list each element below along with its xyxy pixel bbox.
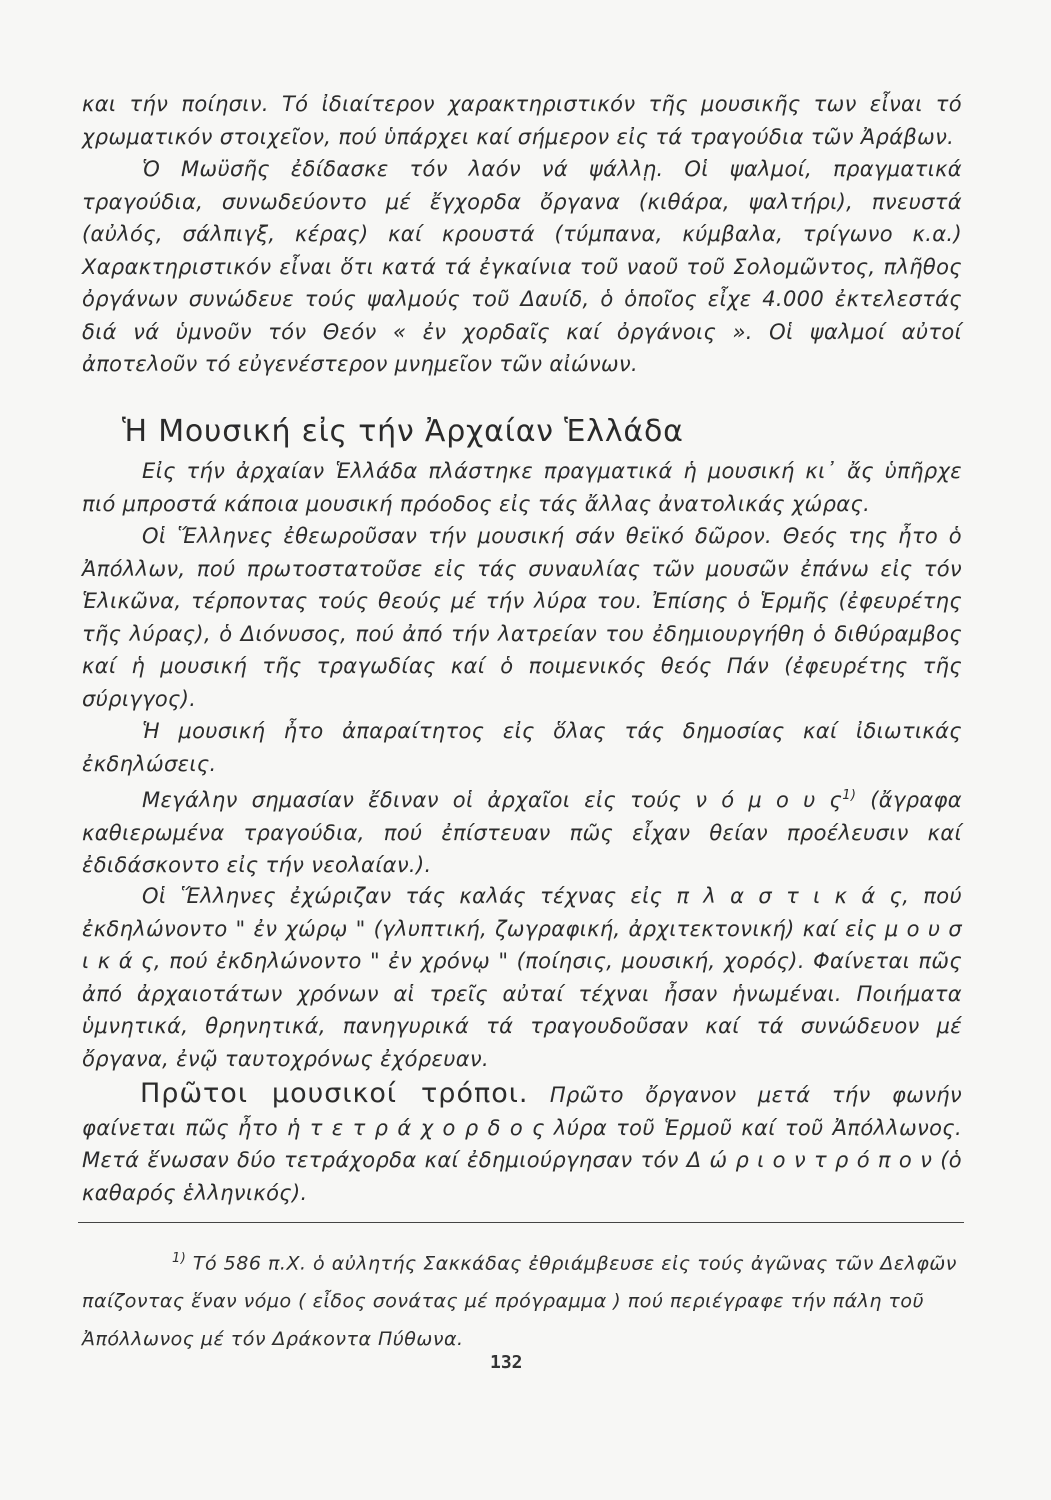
footnote-ref: 1): [842, 788, 857, 803]
inline-heading: Πρῶτοι μουσικοί τρόποι.: [140, 1078, 529, 1109]
paragraph-chromatic: και τήν ποίησιν. Τό ἰδιαίτερον χαρακτηριστικόν τῆς μουσικῆς των εἶναι τό χρωματικόν στοιχεῖον, πού ὑπάρχει καί σήμερον εἰς τά τραγούδια τῶν Ἀράβων.: [82, 92, 962, 149]
footnote-marker: 1): [172, 1251, 187, 1266]
paragraph-first-modes: [82, 1078, 962, 1209]
paragraph-fine-arts: Οἱ Ἕλληνες ἐχώριζαν τάς καλάς τέχνας εἰς π λ α σ τ ι κ ά ς, πού ἐκδηλώνοντο " ἐν χώρῳ " (γλυπτική, ζωγραφική, ἀρχιτεκτονική) καί εἰς μ ο υ σ ι κ ά ς, πού ἐκδηλώνοντο " ἐν χρόνῳ " (ποίησις, μουσική, χορός). Φαίνεται πῶς ἀπό ἀρχαιοτάτων χρόνων αἱ τρεῖς αὐταί τέχναι ἦσαν ἡνωμέναι. Ποιήματα ὑμνητικά, θρηνητικά, πανηγυρικά τά τραγουδοῦσαν καί τά συνώδευον μέ ὄργανα, ἐνῷ ταυτοχρόνως ἐχόρευαν.: [82, 884, 962, 1071]
paragraph-public-events: Ἡ μουσική ἦτο ἀπαραίτητος εἰς ὅλας τάς δημοσίας καί ἰδιωτικάς ἐκδηλώσεις.: [82, 719, 962, 776]
footnote-divider: [78, 1222, 964, 1223]
paragraph-nomoi: [82, 780, 962, 882]
first-modes-text: Πρῶτο ὄργανον μετά τήν φωνήν φαίνεται πῶς ἦτο ἡ τ ε τ ρ ά χ ο ρ δ ο ς λύρα τοῦ Ἑρμοῦ καί τοῦ Ἀπόλλωνος. Μετά ἕνωσαν δύο τετράχορδα καί ἐδημιούργησαν τόν Δ ώ ρ ι ο ν τ ρ ό π ο ν (ὁ καθαρός ἑλληνικός).: [82, 1083, 963, 1205]
paragraph-greek-gods: Οἱ Ἕλληνες ἐθεωροῦσαν τήν μουσική σάν θεϊκό δῶρον. Θεός της ἦτο ὁ Ἀπόλλων, πού πρωτοστατοῦσε εἰς τάς συναυλίας τῶν μουσῶν ἐπάνω εἰς τόν Ἑλικῶνα, τέρποντας τούς θεούς μέ τήν λύρα του. Ἐπίσης ὁ Ἑρμῆς (ἐφευρέτης τῆς λύρας), ὁ Διόνυσος, πού ἀπό τήν λατρείαν του ἐδημιουργήθη ὁ διθύραμβος καί ἡ μουσική τῆς τραγωδίας καί ὁ ποιμενικός θεός Πάν (ἐφευρέτης τῆς σύριγγος).: [82, 524, 962, 711]
nomoi-text-continued: (ἄγραφα καθιερωμένα τραγούδια, πού ἐπίστευαν πῶς εἶχαν θείαν προέλευσιν καί ἐδιδάσκοντο εἰς τήν νεολαίαν.).: [82, 788, 963, 877]
footnote: [82, 1240, 962, 1358]
footnote-text: Τό 586 π.Χ. ὁ αὐλητής Σακκάδας ἐθριάμβευσε εἰς τούς ἀγῶνας τῶν Δελφῶν παίζοντας ἕναν νόμο ( εἶδος σονάτας μέ πρόγραμμα ) πού περιέγραφε τήν πάλη τοῦ Ἀπόλλωνος μέ τόν Δράκοντα Πύθωνα.: [82, 1252, 957, 1351]
paragraph-moses: Ὁ Μωϋσῆς ἐδίδασκε τόν λαόν νά ψάλλῃ. Οἱ ψαλμοί, πραγματικά τραγούδια, συνωδεύοντο μέ ἔγχορδα ὄργανα (κιθάρα, ψαλτήρι), πνευστά (αὐλός, σάλπιγξ, κέρας) καί κρουστά (τύμπανα, κύμβαλα, τρίγωνο κ.α.) Χαρακτηριστικόν εἶναι ὅτι κατά τά ἐγκαίνια τοῦ ναοῦ τοῦ Σολομῶντος, πλῆθος ὀργάνων συνώδευε τούς ψαλμούς τοῦ Δαυίδ, ὁ ὁποῖος εἶχε 4.000 ἐκτελεστάς διά νά ὑμνοῦν τόν Θεόν « ἐν χορδαῖς καί ὀργάνοις ». Οἱ ψαλμοί αὐτοί ἀποτελοῦν τό εὐγενέστερον μνημεῖον τῶν αἰώνων.: [82, 157, 962, 376]
nomoi-text: Μεγάλην σημασίαν ἔδιναν οἱ ἀρχαῖοι εἰς τούς ν ό μ ο υ ς: [142, 788, 843, 812]
page-number: 132: [490, 1352, 523, 1373]
paragraph-ancient-greece: Εἰς τήν ἀρχαίαν Ἑλλάδα πλάστηκε πραγματικά ἡ μουσική κι᾽ ἄς ὑπῆρχε πιό μπροστά κάποια μουσική πρόοδος εἰς τάς ἄλλας ἀνατολικάς χώρας.: [82, 459, 962, 516]
section-heading: Ἡ Μουσική εἰς τήν Ἀρχαίαν Ἑλλάδα: [122, 414, 684, 449]
